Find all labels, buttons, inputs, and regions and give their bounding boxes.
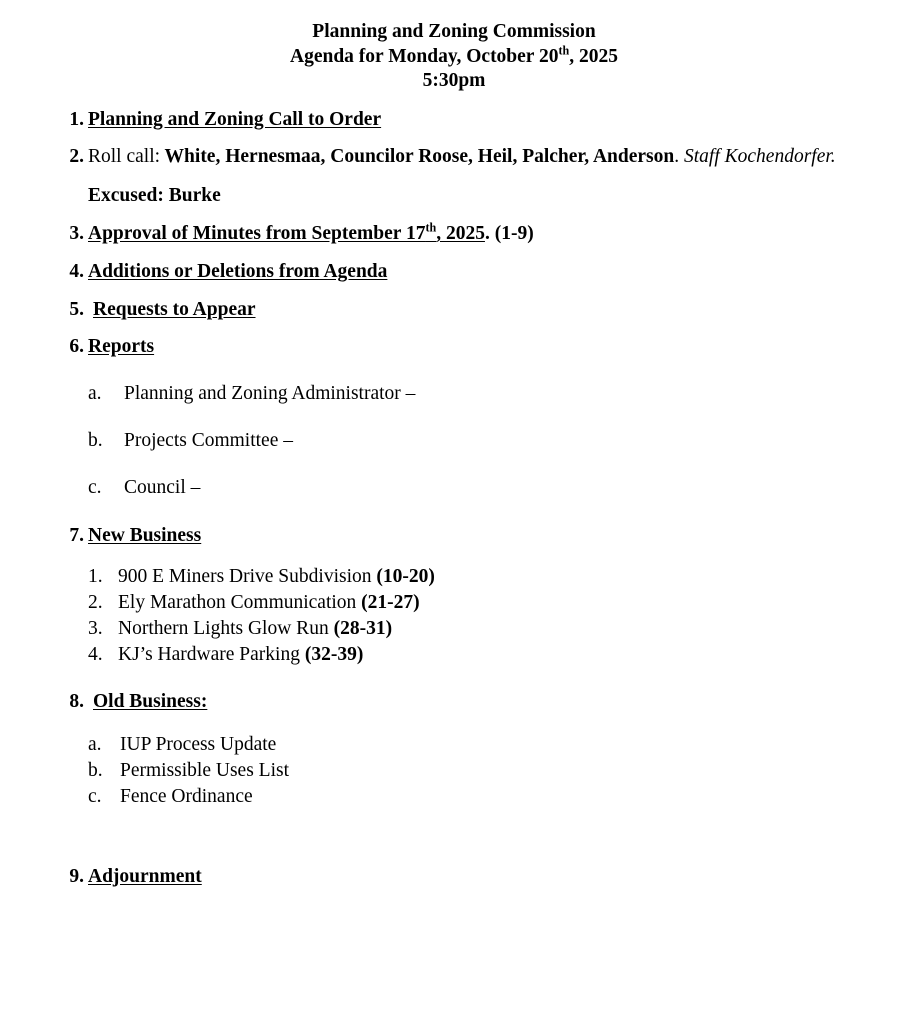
roll-call-period: .: [674, 146, 680, 168]
new-business-item-pages: (32-39): [304, 643, 364, 665]
new-business-item-pages: (21-27): [361, 592, 420, 614]
header-line-date: [40, 45, 868, 70]
agenda-item-1-number: 1.: [69, 108, 84, 130]
new-business-list: [40, 565, 868, 666]
agenda-item-9-number: 9.: [69, 865, 84, 887]
header-date-year: , 2025: [569, 45, 618, 67]
reports-subitem: [40, 382, 868, 406]
agenda-item-5-number: 5.: [69, 298, 84, 320]
agenda-item-3-number: 3.: [69, 223, 84, 245]
old-business-item-letter: b.: [88, 759, 103, 781]
new-business-item: [40, 617, 868, 641]
old-business-list: [40, 733, 868, 808]
agenda-item-6-number: 6.: [69, 336, 84, 358]
minutes-date-year: , 2025: [436, 223, 485, 245]
old-business-item-letter: a.: [88, 734, 102, 756]
agenda-item-9: [40, 865, 868, 889]
header-date-text: Agenda for Monday, October 20: [290, 45, 559, 67]
agenda-item-5: [40, 298, 868, 322]
agenda-item-1-title: Planning and Zoning Call to Order: [88, 108, 382, 130]
agenda-item-4: [40, 260, 868, 284]
old-business-item: [40, 785, 868, 809]
new-business-item: [40, 565, 868, 589]
agenda-item-7-title: New Business: [88, 524, 202, 546]
agenda-item-3-pages: . (1-9): [484, 223, 534, 245]
header-line-time: 5:30pm: [422, 70, 486, 92]
agenda-item-4-title: Additions or Deletions from Agenda: [88, 260, 388, 282]
roll-call-names: White, Hernesmaa, Councilor Roose, Heil, Palcher, Anderson: [160, 146, 675, 168]
old-business-item-text: IUP Process Update: [120, 734, 277, 756]
agenda-item-8: [40, 690, 868, 714]
agenda-item-7-number: 7.: [69, 524, 84, 546]
agenda-item-3-title: [88, 220, 485, 245]
agenda-item-5-title: Requests to Appear: [93, 298, 256, 320]
agenda-item-7: [40, 524, 868, 548]
new-business-item-pages: (28-31): [333, 617, 393, 639]
new-business-item-number: 2.: [88, 592, 103, 614]
reports-subitem-letter: c.: [88, 476, 102, 498]
agenda-item-1: [40, 108, 868, 132]
reports-subitem-list: [40, 382, 868, 499]
minutes-date-text: Approval of Minutes from September 17: [88, 223, 426, 245]
new-business-item-text: KJ’s Hardware Parking: [118, 643, 305, 665]
header-line-organization: Planning and Zoning Commission: [312, 21, 596, 42]
reports-subitem-text: Council –: [124, 476, 201, 498]
reports-subitem-text: Projects Committee –: [124, 429, 293, 451]
header-date-ordinal: th: [558, 43, 570, 58]
agenda-item-3: [40, 222, 868, 246]
agenda-item-2-number: 2.: [69, 146, 84, 168]
old-business-item-letter: c.: [88, 785, 102, 807]
reports-subitem-letter: a.: [88, 383, 102, 405]
agenda-item-4-number: 4.: [69, 260, 84, 282]
new-business-item-text: Northern Lights Glow Run: [118, 617, 334, 639]
reports-subitem: [40, 476, 868, 500]
new-business-item-number: 1.: [88, 566, 103, 588]
agenda-item-8-number: 8.: [69, 691, 84, 713]
new-business-item-number: 3.: [88, 617, 103, 639]
old-business-item-text: Permissible Uses List: [120, 759, 289, 781]
old-business-item-text: Fence Ordinance: [120, 785, 253, 807]
new-business-item: [40, 643, 868, 667]
roll-call-staff: Staff Kochendorfer.: [679, 146, 836, 168]
reports-subitem: [40, 429, 868, 453]
agenda-item-6: [40, 335, 868, 359]
old-business-item: [40, 733, 868, 757]
section-spacer: [40, 809, 868, 839]
new-business-item-text: Ely Marathon Communication: [118, 592, 362, 614]
new-business-item-pages: (10-20): [376, 566, 435, 588]
roll-call-excused: Excused: Burke: [88, 185, 221, 207]
new-business-item: [40, 591, 868, 615]
minutes-date-ordinal: th: [425, 220, 437, 235]
roll-call-label: Roll call:: [88, 146, 161, 168]
new-business-item-number: 4.: [88, 643, 103, 665]
new-business-item-text: 900 E Miners Drive Subdivision: [118, 566, 377, 588]
agenda-item-6-title: Reports: [88, 336, 155, 358]
reports-subitem-text: Planning and Zoning Administrator –: [124, 383, 416, 405]
agenda-item-8-title: Old Business:: [93, 691, 208, 713]
document-header: [40, 20, 868, 94]
reports-subitem-letter: b.: [88, 429, 103, 451]
agenda-item-2: [40, 145, 868, 169]
agenda-item-9-title: Adjournment: [88, 865, 202, 887]
old-business-item: [40, 759, 868, 783]
